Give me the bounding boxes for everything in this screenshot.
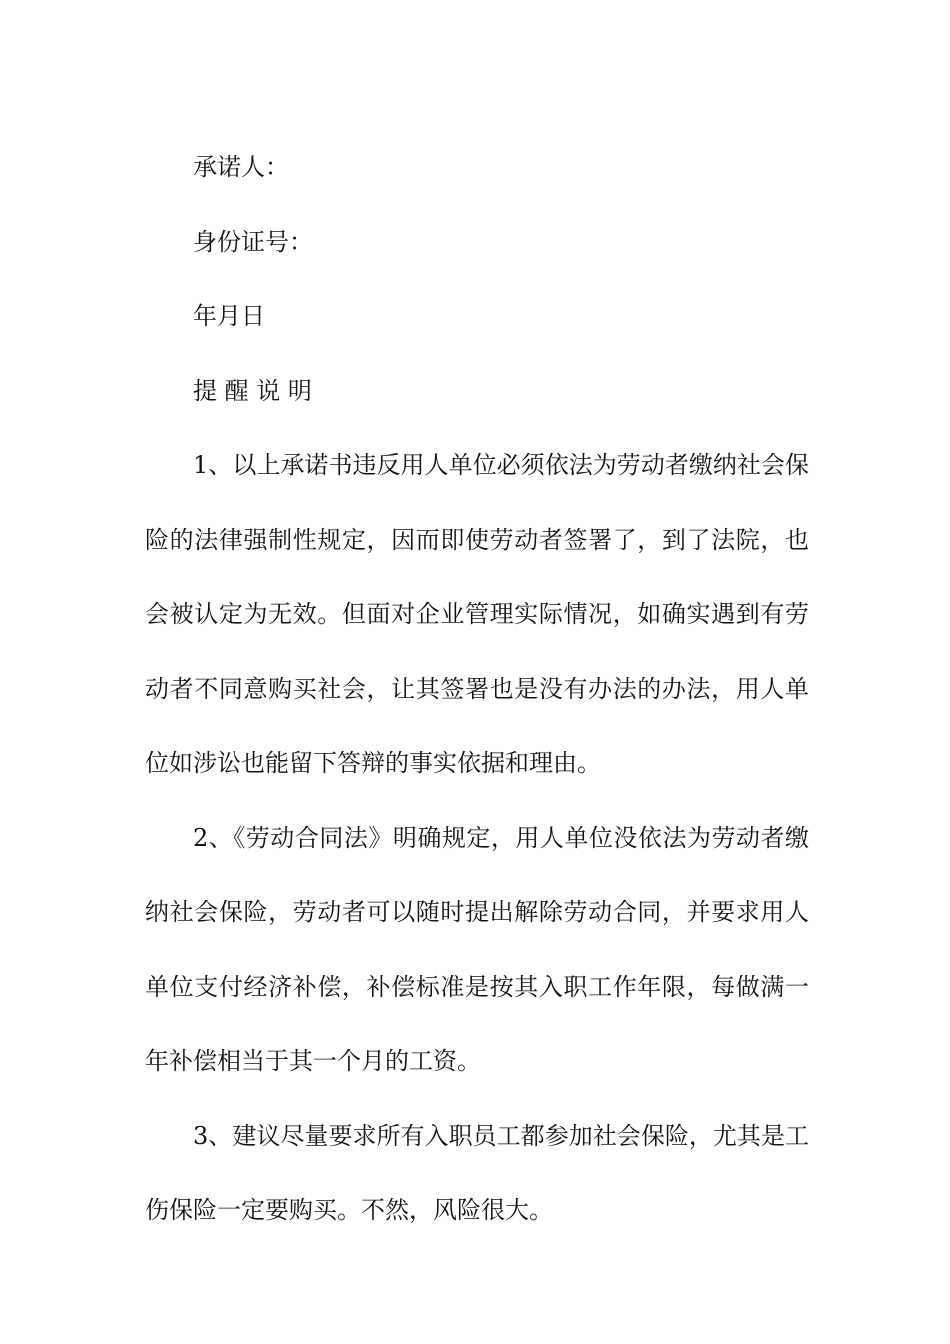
paragraph-2: 2、《劳动合同法》明确规定，用人单位没依法为劳动者缴纳社会保险，劳动者可以随时提出解除劳动合同，并要求用人单位支付经济补偿，补偿标准是按其入职工作年限，每做满一年补偿相当于其一个月的工资。 (145, 823, 809, 1075)
paragraph-3: 3、建议尽量要求所有入职员工都参加社会保险，尤其是工伤保险一定要购买。不然，风险很大。 (145, 1121, 809, 1224)
paragraph-1: 1、以上承诺书违反用人单位必须依法为劳动者缴纳社会保险的法律强制性规定，因而即使劳动者签署了，到了法院，也会被认定为无效。但面对企业管理实际情况，如确实遇到有劳动者不同意购买社会，让其签署也是没有办法的办法，用人单位如涉讼也能留下答辩的事实依据和理由。 (145, 451, 809, 777)
date-label: 年月日 (193, 302, 265, 330)
reminder-title: 提 醒 说 明 (193, 376, 312, 405)
signer-label: 承诺人： (193, 153, 289, 181)
id-number-label: 身份证号： (193, 227, 313, 256)
document-content (145, 130, 809, 1248)
